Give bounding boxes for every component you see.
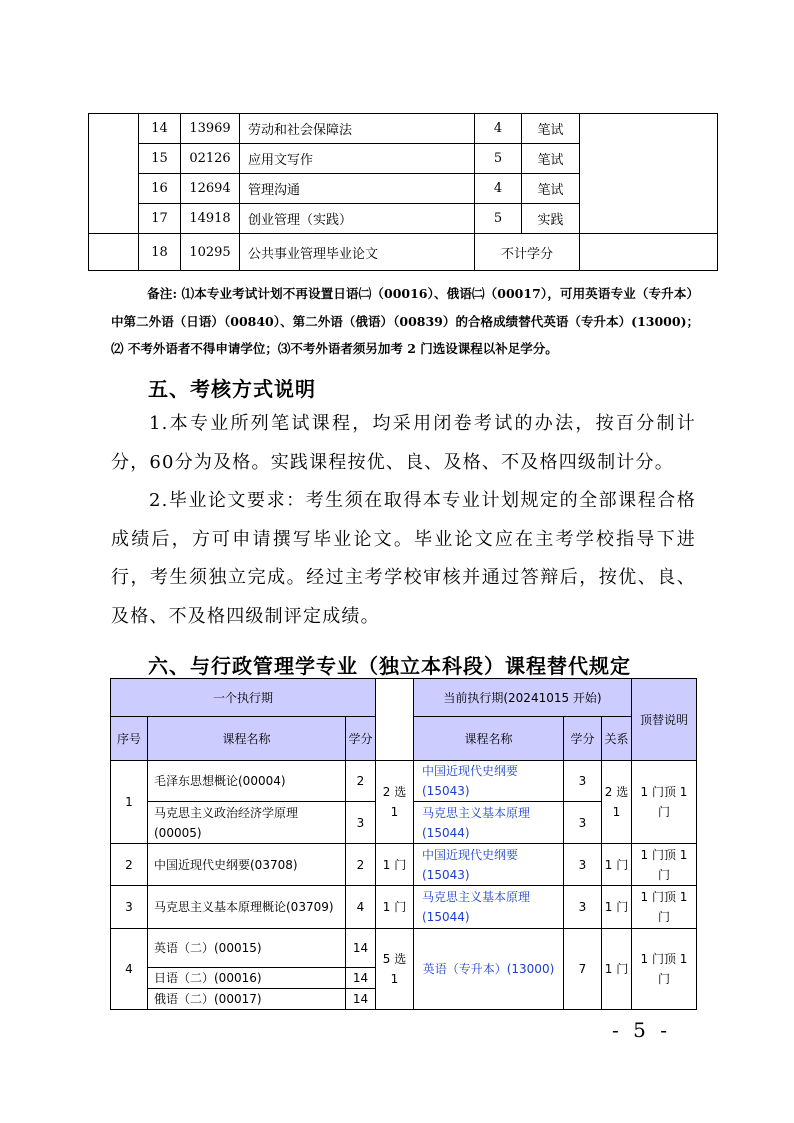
- note-paragraph: [111, 280, 699, 363]
- credit-cell: 4: [475, 174, 522, 204]
- relation-cell: 5 选 1: [376, 929, 414, 1010]
- old-credit-cell: 14: [346, 968, 376, 989]
- code-cell: 12694: [181, 174, 240, 204]
- seq-cell: 15: [139, 144, 181, 174]
- credit-cell: 5: [475, 144, 522, 174]
- blank-cell: [376, 679, 414, 761]
- blank-cell: [580, 234, 718, 271]
- code-cell: 10295: [181, 234, 240, 271]
- seq-cell: 3: [111, 886, 148, 929]
- old-credit-cell: 4: [346, 886, 376, 929]
- new-credit-cell: 3: [564, 844, 602, 886]
- old-credit-cell: 3: [346, 802, 376, 844]
- substitution-table: [110, 678, 697, 1010]
- new-course-cell: 马克思主义基本原理(15044): [414, 802, 564, 844]
- new-course-cell: 中国近现代史纲要(15043): [414, 761, 564, 802]
- old-course-cell: 马克思主义基本原理概论(03709): [148, 886, 346, 929]
- new-relation-cell: 2 选 1: [602, 761, 632, 844]
- old-course-cell: 日语（二）(00016): [148, 968, 346, 989]
- explain-cell: 1 门顶 1 门: [632, 886, 697, 929]
- credit-note-cell: 不计学分: [475, 234, 580, 271]
- page-number: - 5 -: [612, 1018, 671, 1042]
- table-row: [89, 234, 718, 271]
- exam-cell: 笔试: [522, 114, 580, 144]
- seq-header: 序号: [111, 717, 148, 761]
- seq-cell: 2: [111, 844, 148, 886]
- new-credit-cell: 3: [564, 761, 602, 802]
- blank-cell: [89, 234, 139, 271]
- paragraph-exam-method: [111, 405, 696, 482]
- old-credit-cell: 2: [346, 761, 376, 802]
- old-credit-cell: 14: [346, 989, 376, 1010]
- course-name-cell: 应用文写作: [240, 144, 475, 174]
- paragraph-text: 2.毕业论文要求：考生须在取得本专业计划规定的全部课程合格成绩后，方可申请撰写毕业论文。毕业论文应在主考学校指导下进行，考生须独立完成。经过主考学校审核并通过答辩后，按优、良、及格、不及格四级制评定成绩。: [111, 490, 696, 627]
- course-header: 课程名称: [148, 717, 346, 761]
- new-course-cell: 中国近现代史纲要(15043): [414, 844, 564, 886]
- new-course-cell: 英语（专升本）(13000): [414, 929, 564, 1010]
- credit-cell: 4: [475, 114, 522, 144]
- relation-cell: 2 选 1: [376, 761, 414, 844]
- explain-cell: 1 门顶 1 门: [632, 844, 697, 886]
- note-text: 备注: ⑴本专业考试计划不再设置日语㈡（00016）、俄语㈡（00017），可用英语专业（专升本）中第二外语（日语）（00840）、第二外语（俄语）（00839）的合格成绩替代英语（专升本）(13000)；⑵ 不考外语者不得申请学位；⑶不考外语者须另加考 2 门选设课程以补足学分。: [111, 286, 699, 356]
- seq-cell: 16: [139, 174, 181, 204]
- relation-cell: 1 门: [376, 886, 414, 929]
- seq-cell: 1: [111, 761, 148, 844]
- course-name-cell: 管理沟通: [240, 174, 475, 204]
- course-name-cell: 创业管理（实践）: [240, 204, 475, 234]
- old-course-cell: 中国近现代史纲要(03708): [148, 844, 346, 886]
- relation-header: 关系: [602, 717, 632, 761]
- explain-header: 顶替说明: [632, 679, 697, 761]
- old-course-cell: 英语（二）(00015): [148, 929, 346, 968]
- new-course-cell: 马克思主义基本原理(15044): [414, 886, 564, 929]
- code-cell: 02126: [181, 144, 240, 174]
- new-credit-cell: 3: [564, 886, 602, 929]
- course-name-cell: 公共事业管理毕业论文: [240, 234, 475, 271]
- old-credit-cell: 2: [346, 844, 376, 886]
- old-course-cell: 俄语（二）(00017): [148, 989, 346, 1010]
- old-period-header: 一个执行期: [111, 679, 376, 717]
- course-name-cell: 劳动和社会保障法: [240, 114, 475, 144]
- exam-cell: 笔试: [522, 144, 580, 174]
- course-header: 课程名称: [414, 717, 564, 761]
- table-row: [111, 844, 697, 886]
- code-cell: 14918: [181, 204, 240, 234]
- credit-header: 学分: [564, 717, 602, 761]
- credit-header: 学分: [346, 717, 376, 761]
- exam-cell: 实践: [522, 204, 580, 234]
- table-header-row: [111, 679, 697, 717]
- old-course-cell: 马克思主义政治经济学原理(00005): [148, 802, 346, 844]
- table-row: [111, 761, 697, 802]
- seq-cell: 18: [139, 234, 181, 271]
- seq-cell: 17: [139, 204, 181, 234]
- table-row: [111, 929, 697, 968]
- seq-cell: 4: [111, 929, 148, 1010]
- section-heading-assessment: 五、考核方式说明: [148, 377, 316, 401]
- section-heading-substitution: 六、与行政管理学专业（独立本科段）课程替代规定: [148, 654, 631, 678]
- new-relation-cell: 1 门: [602, 929, 632, 1010]
- old-course-cell: 毛泽东思想概论(00004): [148, 761, 346, 802]
- paragraph-text: 1.本专业所列笔试课程，均采用闭卷考试的办法，按百分制计分，60分为及格。实践课程按优、良、及格、不及格四级制计分。: [111, 413, 696, 473]
- seq-cell: 14: [139, 114, 181, 144]
- blank-cell: [89, 114, 139, 234]
- new-relation-cell: 1 门: [602, 886, 632, 929]
- exam-cell: 笔试: [522, 174, 580, 204]
- new-period-header: 当前执行期(20241015 开始): [414, 679, 632, 717]
- new-credit-cell: 7: [564, 929, 602, 1010]
- credit-cell: 5: [475, 204, 522, 234]
- explain-cell: 1 门顶 1 门: [632, 761, 697, 844]
- blank-cell: [580, 114, 718, 234]
- paragraph-thesis: [111, 482, 696, 636]
- course-table: [88, 113, 718, 271]
- old-credit-cell: 14: [346, 929, 376, 968]
- relation-cell: 1 门: [376, 844, 414, 886]
- code-cell: 13969: [181, 114, 240, 144]
- new-credit-cell: 3: [564, 802, 602, 844]
- table-row: [111, 886, 697, 929]
- explain-cell: 1 门顶 1 门: [632, 929, 697, 1010]
- new-relation-cell: 1 门: [602, 844, 632, 886]
- table-row: [89, 114, 718, 144]
